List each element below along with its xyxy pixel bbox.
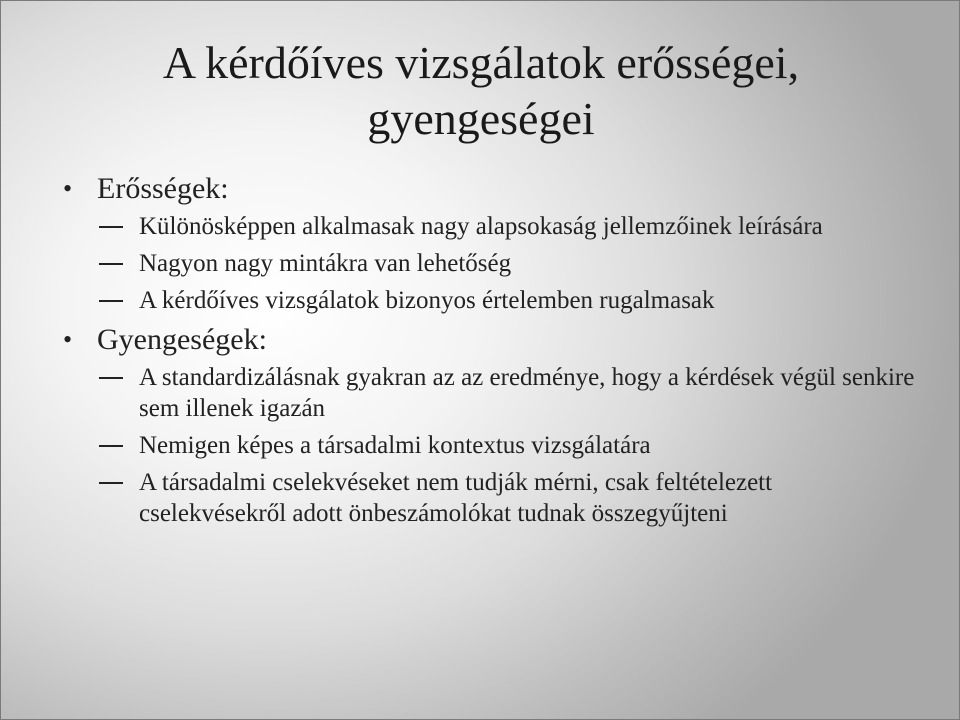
- strength-item-1: [59, 211, 919, 242]
- slide-title: [61, 35, 901, 147]
- weakness-item-2: [59, 430, 919, 461]
- slide-title-line-1: A kérdőíves vizsgálatok erősségei,: [162, 37, 800, 88]
- bullet-icon: •: [63, 174, 73, 203]
- slide-body: [59, 171, 919, 535]
- slide-title-line-2: gyengeségei: [367, 93, 595, 144]
- strength-item-3: [59, 285, 919, 316]
- strength-item-1-text: Különösképpen alkalmasak nagy alapsokaság jellemzőinek leírására: [139, 213, 823, 240]
- weakness-item-1: [59, 362, 919, 424]
- strength-item-2: [59, 248, 919, 279]
- strength-item-3-text: A kérdőíves vizsgálatok bizonyos értelemben rugalmasak: [139, 287, 715, 314]
- weakness-item-2-text: Nemigen képes a társadalmi kontextus vizsgálatára: [139, 432, 651, 459]
- dash-icon: [99, 445, 123, 447]
- dash-icon: [99, 482, 123, 484]
- weakness-item-3-text: A társadalmi cselekvéseket nem tudják mérni, csak feltételezett cselekvésekről adott önbeszámolókat tudnak összegyűjteni: [139, 469, 773, 527]
- weakness-item-3: [59, 467, 919, 529]
- strength-item-2-text: Nagyon nagy mintákra van lehetőség: [139, 250, 512, 277]
- weaknesses-heading: [59, 322, 919, 358]
- strengths-heading-text: Erősségek:: [97, 172, 229, 205]
- dash-icon: [99, 263, 123, 265]
- dash-icon: [99, 300, 123, 302]
- weaknesses-heading-text: Gyengeségek:: [97, 323, 267, 356]
- dash-icon: [99, 377, 123, 379]
- dash-icon: [99, 226, 123, 228]
- bullet-icon: •: [63, 325, 73, 354]
- weakness-item-1-text: A standardizálásnak gyakran az az eredménye, hogy a kérdések végül senkire sem illenek igazán: [139, 364, 915, 422]
- strengths-heading: [59, 171, 919, 207]
